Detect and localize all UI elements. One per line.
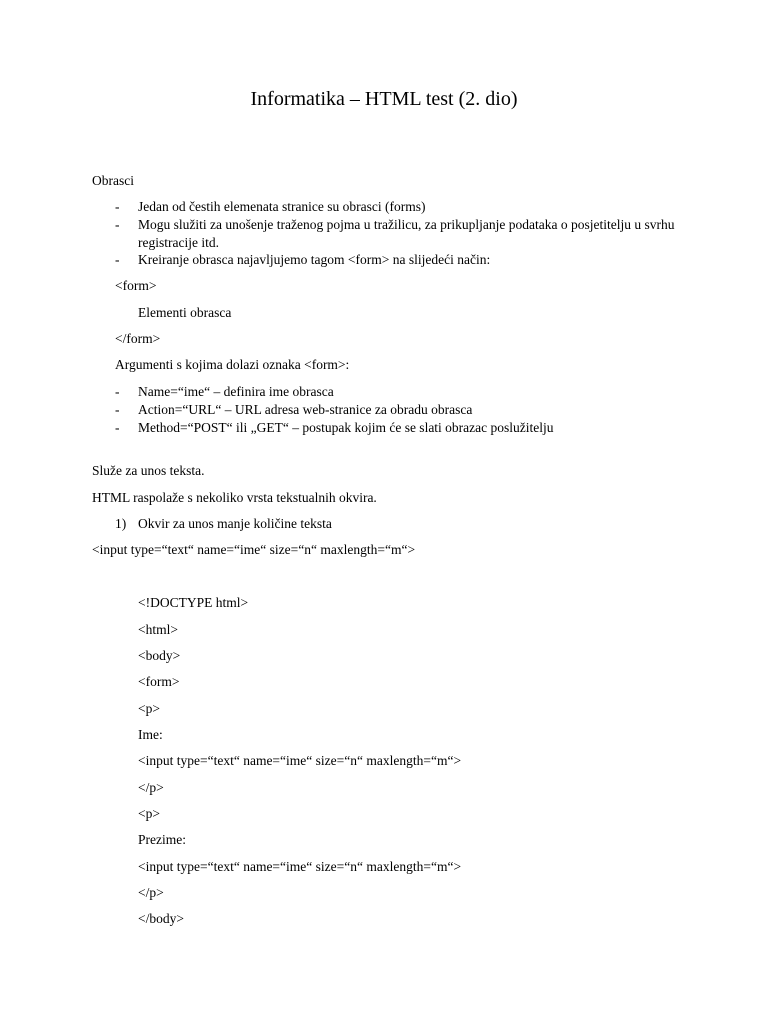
bullet-marker: - <box>115 420 120 435</box>
argument-bullet-text: Name=“ime“ – definira ime obrasca <box>138 384 334 399</box>
code-line: Ime: <box>138 727 163 742</box>
bullet-marker: - <box>115 199 120 214</box>
page-title: Informatika – HTML test (2. dio) <box>250 88 518 110</box>
code-line: <!DOCTYPE html> <box>138 595 249 610</box>
paragraph-text: HTML raspolaže s nekoliko vrsta tekstualnih okvira. <box>92 490 377 505</box>
code-line: Prezime: <box>138 832 186 847</box>
code-line: </body> <box>138 911 184 926</box>
code-line: </p> <box>138 885 164 900</box>
argument-bullet-text: Method=“POST“ ili „GET“ – postupak kojim će se slati obrazac poslužitelju <box>138 420 554 435</box>
section-heading: Obrasci <box>92 173 134 188</box>
numbered-item-number: 1) <box>115 516 127 531</box>
form-open-tag: <form> <box>115 278 157 293</box>
intro-bullet-text: Kreiranje obrasca najavljujemo tagom <form> na slijedeći način: <box>138 252 491 267</box>
code-line: <html> <box>138 622 178 637</box>
paragraph-text: Služe za unos teksta. <box>92 463 205 478</box>
code-line: <body> <box>138 648 181 663</box>
form-close-tag: </form> <box>115 331 161 346</box>
intro-bullet-text: Jedan od čestih elemenata stranice su obrasci (forms) <box>138 199 426 214</box>
code-line: <p> <box>138 806 160 821</box>
arguments-intro: Argumenti s kojima dolazi oznaka <form>: <box>115 357 350 372</box>
form-content-text: Elementi obrasca <box>138 305 232 320</box>
code-line: </p> <box>138 780 164 795</box>
bullet-marker: - <box>115 252 120 267</box>
code-line: <p> <box>138 701 160 716</box>
code-line: <input type=“text“ name=“ime“ size=“n“ maxlength=“m“> <box>138 859 462 874</box>
argument-bullet-text: Action=“URL“ – URL adresa web-stranice za obradu obrasca <box>138 402 473 417</box>
input-syntax-line: <input type=“text“ name=“ime“ size=“n“ maxlength=“m“> <box>92 542 416 557</box>
intro-bullet-text: Mogu služiti za unošenje traženog pojma u tražilicu, za prikupljanje podataka o posjetitelju u svrhu registracije itd. <box>138 217 675 250</box>
code-line: <form> <box>138 674 180 689</box>
bullet-marker: - <box>115 402 120 417</box>
bullet-marker: - <box>115 217 120 232</box>
bullet-marker: - <box>115 384 120 399</box>
code-line: <input type=“text“ name=“ime“ size=“n“ maxlength=“m“> <box>138 753 462 768</box>
numbered-item-text: Okvir za unos manje količine teksta <box>138 516 332 531</box>
